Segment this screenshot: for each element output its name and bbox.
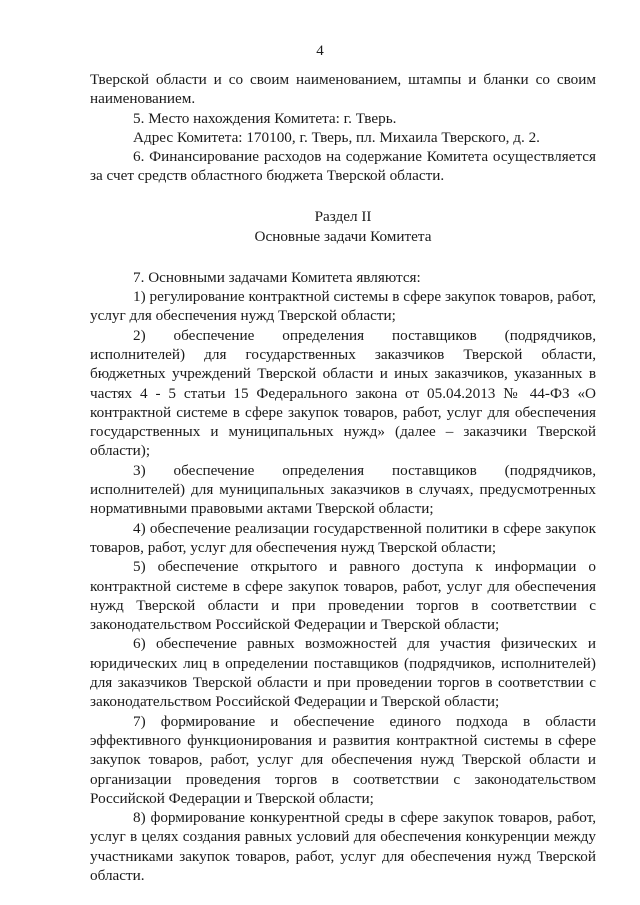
paragraph-item-6: 6. Финансирование расходов на содержание Комитета осуществляется за счет средств областного бюджета Тверской области. [90, 148, 596, 185]
task-item-2: 2) обеспечение определения поставщиков (подрядчиков, исполнителей) для государственных заказчиков Тверской области, бюджетных учреждений Тверской области и иных заказчиков, указанных в частях 4 - 5 статьи 15 Федерального закона от 05.04.2013 № 44-ФЗ «О контрактной системе в сфере закупок товаров, работ, услуг для обеспечения государственных и муниципальных нужд» (далее – заказчики Тверской области); [90, 326, 596, 460]
section-number: Раздел II [314, 207, 372, 225]
paragraph-item-7: 7. Основными задачами Комитета являются: [133, 268, 421, 286]
paragraph-continuation: Тверской области и со своим наименованием, штампы и бланки со своим наименованием. [90, 71, 596, 108]
task-item-8: 8) формирование конкурентной среды в сфере закупок товаров, работ, услуг в целях создания равных условий для обеспечения конкуренции между участниками закупок товаров, работ, услуг для обеспечения нужд Тверской области. [90, 809, 596, 884]
section-title: Основные задачи Комитета [254, 227, 432, 245]
page-number: 4 [316, 43, 324, 59]
paragraph-address: Адрес Комитета: 170100, г. Тверь, пл. Михаила Тверского, д. 2. [133, 128, 540, 146]
task-item-7: 7) формирование и обеспечение единого подхода в области эффективного функционирования и развития контрактной системы в сфере закупок товаров, работ, услуг для обеспечения нужд Тверской области и организации проведения торгов в соответствии с законодательством Российской Федерации и Тверской области; [90, 712, 596, 807]
task-item-5: 5) обеспечение открытого и равного доступа к информации о контрактной системе в сфере закупок товаров, работ, услуг для обеспечения нужд Тверской области и при проведении торгов в соответствии с законодательством Российской Федерации и Тверской области; [90, 558, 596, 634]
document-body [90, 70, 596, 885]
task-item-1: 1) регулирование контрактной системы в сфере закупок товаров, работ, услуг для обеспечения нужд Тверской области; [90, 288, 596, 325]
section-heading [90, 207, 596, 247]
task-item-6: 6) обеспечение равных возможностей для участия физических и юридических лиц в определении поставщиков (подрядчиков, исполнителей) для заказчиков Тверской области и при проведении торгов в соответствии с законодательством Российской Федерации и Тверской области; [90, 635, 596, 711]
paragraph-item-5: 5. Место нахождения Комитета: г. Тверь. [133, 109, 397, 127]
task-item-4: 4) обеспечение реализации государственной политики в сфере закупок товаров, работ, услуг для обеспечения нужд Тверской области; [90, 519, 596, 556]
task-item-3: 3) обеспечение определения поставщиков (подрядчиков, исполнителей) для муниципальных заказчиков в случаях, предусмотренных нормативными правовыми актами Тверской области; [90, 461, 596, 518]
